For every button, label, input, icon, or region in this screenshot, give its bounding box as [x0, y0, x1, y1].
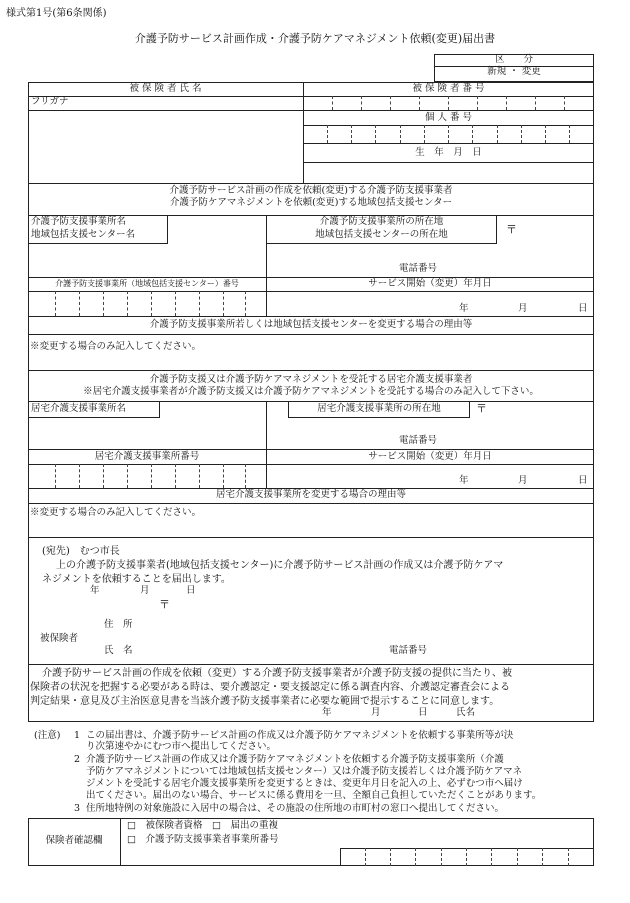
kyotaku-name-input[interactable]: [30, 420, 264, 450]
section1-reason-title: 介護予防支援事業所若しくは地域包括支援センターを変更する場合の理由等: [149, 319, 473, 330]
start-date-label: サービス開始（変更）年月日: [368, 278, 492, 289]
addressee-body-2: ネジメントを依頼することを届出します。: [42, 574, 231, 585]
office-number-label: 介護予防支援事業所（地域包括支援センター）番号: [55, 279, 239, 288]
note-3-number: 3: [74, 803, 81, 814]
note-2-c: ジメントを受託する居宅介護支援事業所を変更するときは、変更年月日を記入の上、必ずむつ市へ届け: [86, 778, 523, 789]
confirm-number-boxes[interactable]: [340, 848, 594, 866]
personal-number-label: 個 人 番 号: [424, 112, 473, 123]
kyotaku-name-label: 居宅介護支援事業所名: [31, 403, 127, 414]
kubun-value[interactable]: 新規 ・ 変更: [487, 66, 541, 77]
section1-title-1: 介護予防サービス計画の作成を依頼(変更)する介護予防支援事業者: [169, 185, 453, 196]
addressee-insured-label: 被保険者: [40, 633, 79, 644]
addressee-phone-input[interactable]: [440, 640, 580, 658]
kyotaku-phone-label: 電話番号: [399, 435, 438, 446]
note-2-b: 予防ケアマネジメントについては地域包括支援センター）又は介護予防支援若しくは介護予防ケアマネ: [86, 766, 523, 777]
confirm-label: 保険者確認欄: [45, 835, 103, 846]
addressee-year: 年: [90, 585, 100, 596]
addressee-to: (宛先) むつ市長: [42, 546, 120, 557]
kyotaku-start-month: 月: [518, 475, 528, 486]
consent-year: 年: [322, 707, 332, 718]
addressee-address-label: 住 所: [104, 619, 133, 630]
form-title: 介護予防サービス計画作成・介護予防ケアマネジメント依頼(変更)届出書: [134, 32, 496, 45]
furigana-input[interactable]: [80, 97, 300, 109]
addressee-name-label: 氏 名: [104, 645, 133, 656]
kyotaku-start-year: 年: [459, 475, 469, 486]
note-3-a: 住所地特例の対象施設に入居中の場合は、その施設の住所地の市町村の窓口へ提出してください。: [86, 803, 505, 814]
kyotaku-start-label: サービス開始（変更）年月日: [368, 451, 492, 462]
kyotaku-start-input[interactable]: [268, 466, 592, 486]
addressee-address-input[interactable]: [160, 612, 580, 630]
section2-reason-title: 居宅介護支援事業所を変更する場合の理由等: [215, 489, 406, 500]
section1-reason-input[interactable]: [30, 336, 592, 368]
kyotaku-postal-mark: 〒: [476, 402, 487, 415]
consent-day: 日: [418, 707, 428, 718]
consent-line-1: 介護予防サービス計画の作成を依頼（変更）する介護予防支援事業者が介護予防支援の提供に当たり、被: [42, 668, 512, 679]
postal-mark: 〒: [506, 223, 517, 236]
section2-title-2: ※居宅介護支援事業者が介護予防支援又は介護予防ケアマネジメントを受託する場合のみ記入して下さい。: [83, 386, 539, 397]
consent-month: 月: [371, 707, 381, 718]
start-date-input[interactable]: [268, 293, 592, 315]
confirm-checkbox-2[interactable]: □ 介護予防支援事業者事業所番号: [127, 834, 279, 845]
section1-title-2: 介護予防ケアマネジメントを依頼(変更)する地域包括支援センター: [169, 197, 453, 208]
addressee-name-input[interactable]: [160, 640, 380, 658]
note-2-d: 出てください。届出のない場合、サービスに係る費用を一旦、全額自己負担していただくことがあります。: [86, 790, 542, 801]
phone-label: 電話番号: [399, 263, 438, 274]
start-day: 日: [578, 303, 588, 314]
note-1-b: り次第速やかにむつ市へ提出してください。: [86, 741, 277, 752]
furigana-label: フリガナ: [31, 96, 69, 107]
office-name-input[interactable]: [30, 246, 264, 276]
kyotaku-start-day: 日: [578, 475, 588, 486]
insured-number-header: 被 保 険 者 番 号: [412, 83, 485, 94]
addressee-postal: 〒: [159, 598, 170, 611]
addressee-body-1: 上の介護予防支援事業者(地域包括支援センター)に介護予防サービス計画の作成又は介護予防ケアマ: [56, 560, 504, 571]
office-name-label-2: 地域包括支援センター名: [31, 229, 136, 240]
addressee-phone-label: 電話番号: [389, 645, 428, 656]
consent-name-label: 氏名: [456, 707, 476, 718]
kubun-label: 区 分: [494, 54, 533, 65]
consent-line-3: 判定結果・意見及び主治医意見書を当該介護予防支援事業者に必要な範囲で提示することに同意します。: [30, 696, 500, 707]
consent-signature-input[interactable]: [486, 706, 586, 720]
birthdate-input[interactable]: [305, 164, 592, 181]
section2-title-1: 介護予防支援又は介護予防ケアマネジメントを受託する居宅介護支援事業者: [149, 374, 473, 385]
confirm-checkbox-1[interactable]: □ 被保険者資格 □ 届出の重複: [127, 820, 278, 831]
note-1-a: この届出書は、介護予防サービス計画の作成又は介護予防ケアマネジメントを依頼する事業所等が決: [86, 730, 514, 741]
note-2-a: 介護予防サービス計画の作成又は介護予防ケアマネジメントを依頼する介護予防支援事業所（介護: [86, 754, 504, 765]
birthdate-label: 生 年 月 日: [415, 147, 482, 158]
note-2-number: 2: [74, 754, 81, 765]
insured-name-header: 被 保 険 者 氏 名: [129, 83, 202, 94]
start-month: 月: [518, 303, 528, 314]
consent-line-2: 保険者の状況を把握する必要がある時は、要介護認定・要支援認定に係る調査内容、介護認定審査会による: [30, 682, 510, 693]
note-1-number: 1: [74, 730, 81, 741]
addressee-day: 日: [186, 585, 196, 596]
notes-label: (注意): [34, 730, 61, 741]
section1-reason-note: ※変更する場合のみ記入してください。: [30, 341, 202, 352]
location-input[interactable]: [270, 246, 590, 262]
office-name-label-1: 介護予防支援事業所名: [31, 216, 127, 227]
kyotaku-location-label: 居宅介護支援事業所の所在地: [317, 403, 441, 414]
section2-reason-input[interactable]: [30, 505, 592, 535]
form-number: 様式第1号(第6条関係): [6, 8, 107, 19]
kyotaku-location-input[interactable]: [270, 420, 590, 434]
start-year: 年: [459, 303, 469, 314]
location-label-1: 介護予防支援事業所の所在地: [319, 216, 444, 227]
kyotaku-number-label: 居宅介護支援事業所番号: [94, 451, 200, 462]
addressee-month: 月: [140, 585, 150, 596]
location-label-2: 地域包括支援センターの所在地: [315, 229, 448, 240]
section2-reason-note: ※変更する場合のみ記入してください。: [30, 507, 202, 518]
name-input[interactable]: [30, 112, 300, 180]
